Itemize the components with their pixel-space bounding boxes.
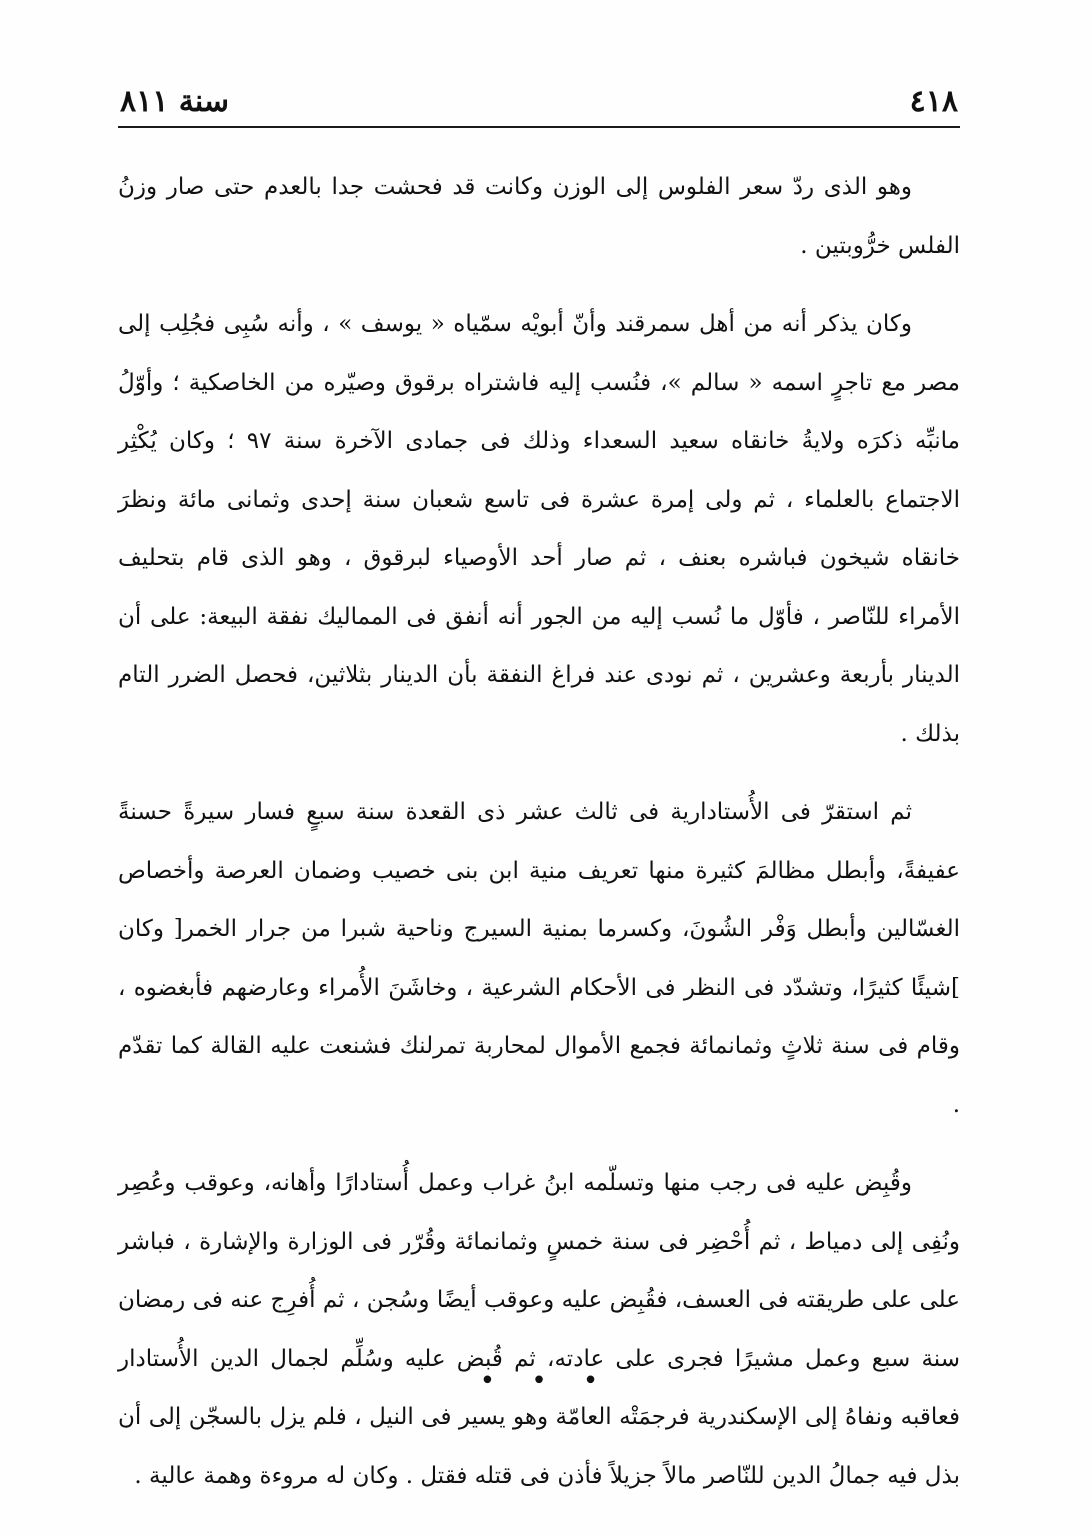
header-rule — [118, 126, 960, 128]
paragraph-1: وهو الذى ردّ سعر الفلوس إلى الوزن وكانت قد فحشت جدا بالعدم حتى صار وزنُ الفلس خرُّوبتين . — [118, 174, 960, 259]
paragraph-2: وكان يذكر أنه من أهل سمرقند وأنّ أبويْه سمّياه « يوسف » ، وأنه سُبِى فجُلِب إلى مصر مع تاجرٍ اسمه « سالم »، فنُسب إليه فاشتراه برقوق وصيّره من الخاصكية ؛ وأوّلُ مانبِّه ذكرَه ولايةُ خانقاه سعيد السعداء وذلك فى جمادى الآخرة سنة ٩٧ ؛ وكان يُكْثِر الاجتماع بالعلماء ، ثم ولى إمرة عشرة فى تاسع شعبان سنة إحدى وثمانى مائة ونظرَ خانقاه شيخون فباشره بعنف ، ثم صار أحد الأوصياء لبرقوق ، وهو الذى قام بتحليف الأمراء للنّاصر ، فأوّل ما نُسب إليه من الجور أنه أنفق فى المماليك نفقة البيعة: على أن الدينار بأربعة وعشرين ، ثم نودى عند فراغ النفقة بأن الدينار بثلاثين، فحصل الضرر التام بذلك . — [118, 311, 960, 747]
body-text — [118, 158, 960, 1505]
paragraph-3: ثم استقرّ فى الأُستادارية فى ثالث عشر ذى القعدة سنة سبعٍ فسار سيرةً حسنةً عفيفةً، وأبطل مظالمَ كثيرة منها تعريف منية ابن بنى خصيب وضمان العرصة وأخصاص الغسّالين وأبطل وَفْر الشُونَ، وكسرما بمنية السيرج وناحية شبرا من جرار الخمر[ وكان ]شيئًا كثيرًا، وتشدّد فى النظر فى الأحكام الشرعية ، وخاشَنَ الأُمراء وعارضهم فأبغضوه ، وقام فى سنة ثلاثٍ وثمانمائة فجمع الأموال لمحاربة تمرلنك فشنعت عليه القالة كما تقدّم . — [118, 799, 960, 1118]
section-separator: • • • — [479, 1366, 613, 1396]
page-header — [120, 82, 958, 126]
page-number: ٤١٨ — [909, 84, 958, 119]
running-head-year: سنة ٨١١ — [120, 84, 230, 119]
paragraph-4: وقُبِض عليه فى رجب منها وتسلّمه ابنُ غراب وعمل أُستادارًا وأهانه، وعوقب وعُصِر ونُفِى إلى دمياط ، ثم أُحْضِر فى سنة خمسٍ وثمانمائة وقُرّر فى الوزارة والإشارة ، فباشر على على طريقته فى العسف، فقُبِض عليه وعوقب أيضًا وسُجن ، ثم أُفرِج عنه فى رمضان سنة سبع وعمل مشيرًا فجرى على عادته، ثم قُبض عليه وسُلِّم لجمال الدين الأُستادار فعاقبه ونفاهُ إلى الإسكندرية فرجمَتْه العامّة وهو يسير فى النيل ، فلم يزل بالسجّن إلى أن بذل فيه جمالُ الدين للنّاصر مالاً جزيلاً فأذن فى قتله فقتل . وكان له مروءة وهمة عالية . — [118, 1170, 960, 1489]
